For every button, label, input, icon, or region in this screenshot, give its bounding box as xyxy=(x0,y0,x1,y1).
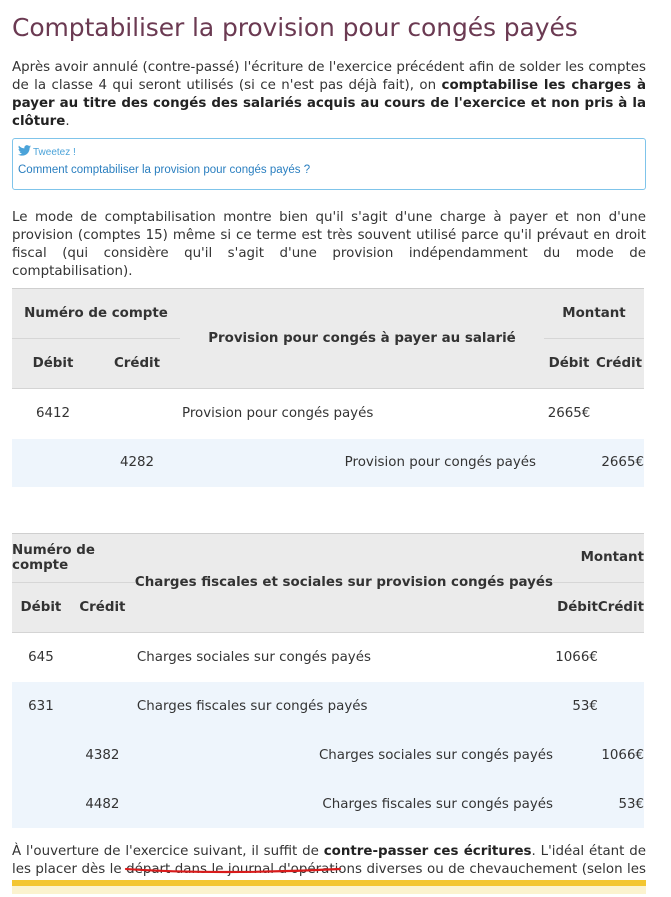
table-row xyxy=(12,682,644,731)
entry-label: Provision pour congés payés xyxy=(180,389,544,439)
credit-amount xyxy=(598,682,644,731)
entry-label: Charges fiscales sur congés payés xyxy=(135,780,553,828)
tweet-box xyxy=(12,138,646,190)
credit-header: Crédit xyxy=(70,582,135,632)
table-header-row xyxy=(12,289,644,339)
debit-amount xyxy=(553,731,598,780)
credit-amount xyxy=(598,632,644,682)
article xyxy=(12,0,646,897)
debit-amount-header: Débit xyxy=(544,339,594,389)
table-row xyxy=(12,632,644,682)
debit-account: 6412 xyxy=(12,389,94,439)
closing-text: À l'ouverture de l'exercice suivant, il suffit de xyxy=(12,844,324,859)
account-header: Numéro de compte xyxy=(12,533,135,582)
bottom-highlight-box xyxy=(12,886,646,894)
table-header-row xyxy=(12,533,644,582)
charges-table xyxy=(12,533,644,829)
entry-label: Provision pour congés payés xyxy=(180,439,544,487)
closing-end: . L'idéal étant de les placer dès le départ dans le journal d'opérations diverses ou de chevauchement (selon les xyxy=(12,844,646,877)
entry-header: Provision pour congés à payer au salarié xyxy=(180,289,544,389)
table-row xyxy=(12,389,644,439)
credit-amount: 53€ xyxy=(598,780,644,828)
tweet-label: Tweetez ! xyxy=(33,147,76,158)
table-row xyxy=(12,439,644,487)
entry-label: Charges fiscales sur congés payés xyxy=(135,682,553,731)
amount-header: Montant xyxy=(553,533,644,582)
twitter-bird-icon xyxy=(18,145,31,156)
debit-amount xyxy=(544,439,594,487)
debit-account xyxy=(12,439,94,487)
entry-label: Charges sociales sur congés payés xyxy=(135,632,553,682)
credit-account: 4282 xyxy=(94,439,180,487)
entry-label: Charges sociales sur congés payés xyxy=(135,731,553,780)
closing-bold: contre-passer ces écritures xyxy=(323,844,532,859)
credit-account: 4382 xyxy=(70,731,135,780)
debit-header: Débit xyxy=(12,582,70,632)
intro-text: Après avoir annulé (contre-passé) l'écriture de l'exercice précédent afin de solder les comptes de la classe 4 qui seront utilisés (si ce n'est pas déjà fait), on xyxy=(12,60,646,93)
credit-account: 4482 xyxy=(70,780,135,828)
debit-amount-header: Débit xyxy=(553,582,598,632)
tweet-header[interactable] xyxy=(18,145,640,161)
entry-header: Charges fiscales et sociales sur provision congés payés xyxy=(135,533,553,632)
credit-amount: 2665€ xyxy=(594,439,644,487)
amount-header: Montant xyxy=(544,289,644,339)
debit-account xyxy=(12,731,70,780)
provision-table xyxy=(12,288,644,487)
debit-account: 631 xyxy=(12,682,70,731)
table-row xyxy=(12,731,644,780)
account-header: Numéro de compte xyxy=(12,289,180,339)
intro-end: . xyxy=(65,114,70,129)
credit-amount-header: Crédit xyxy=(598,582,644,632)
intro-bold: comptabilise les charges à payer au titre des congés des salariés acquis au cours de l'exercice et non pris à la clôture xyxy=(12,78,646,129)
debit-amount: 53€ xyxy=(553,682,598,731)
red-underline-annotation xyxy=(124,866,344,876)
tweet-link[interactable]: Comment comptabiliser la provision pour congés payés ? xyxy=(18,164,311,176)
explanation-paragraph: Le mode de comptabilisation montre bien qu'il s'agit d'une charge à payer et non d'une provision (comptes 15) même si ce terme est très souvent utilisé parce qu'il prévaut en droit fiscal (qui considère qu'il s'agit d'une provision indépendamment du mode de comptabilisation). xyxy=(12,210,646,279)
credit-amount xyxy=(594,389,644,439)
intro-paragraph xyxy=(12,59,646,131)
credit-account xyxy=(94,389,180,439)
credit-account xyxy=(70,632,135,682)
credit-header: Crédit xyxy=(94,339,180,389)
table-row xyxy=(12,780,644,828)
credit-account xyxy=(70,682,135,731)
debit-amount: 1066€ xyxy=(553,632,598,682)
credit-amount: 1066€ xyxy=(598,731,644,780)
debit-amount xyxy=(553,780,598,828)
credit-amount-header: Crédit xyxy=(594,339,644,389)
debit-amount: 2665€ xyxy=(544,389,594,439)
page-title: Comptabiliser la provision pour congés payés xyxy=(12,13,578,42)
debit-account: 645 xyxy=(12,632,70,682)
debit-header: Débit xyxy=(12,339,94,389)
debit-account xyxy=(12,780,70,828)
